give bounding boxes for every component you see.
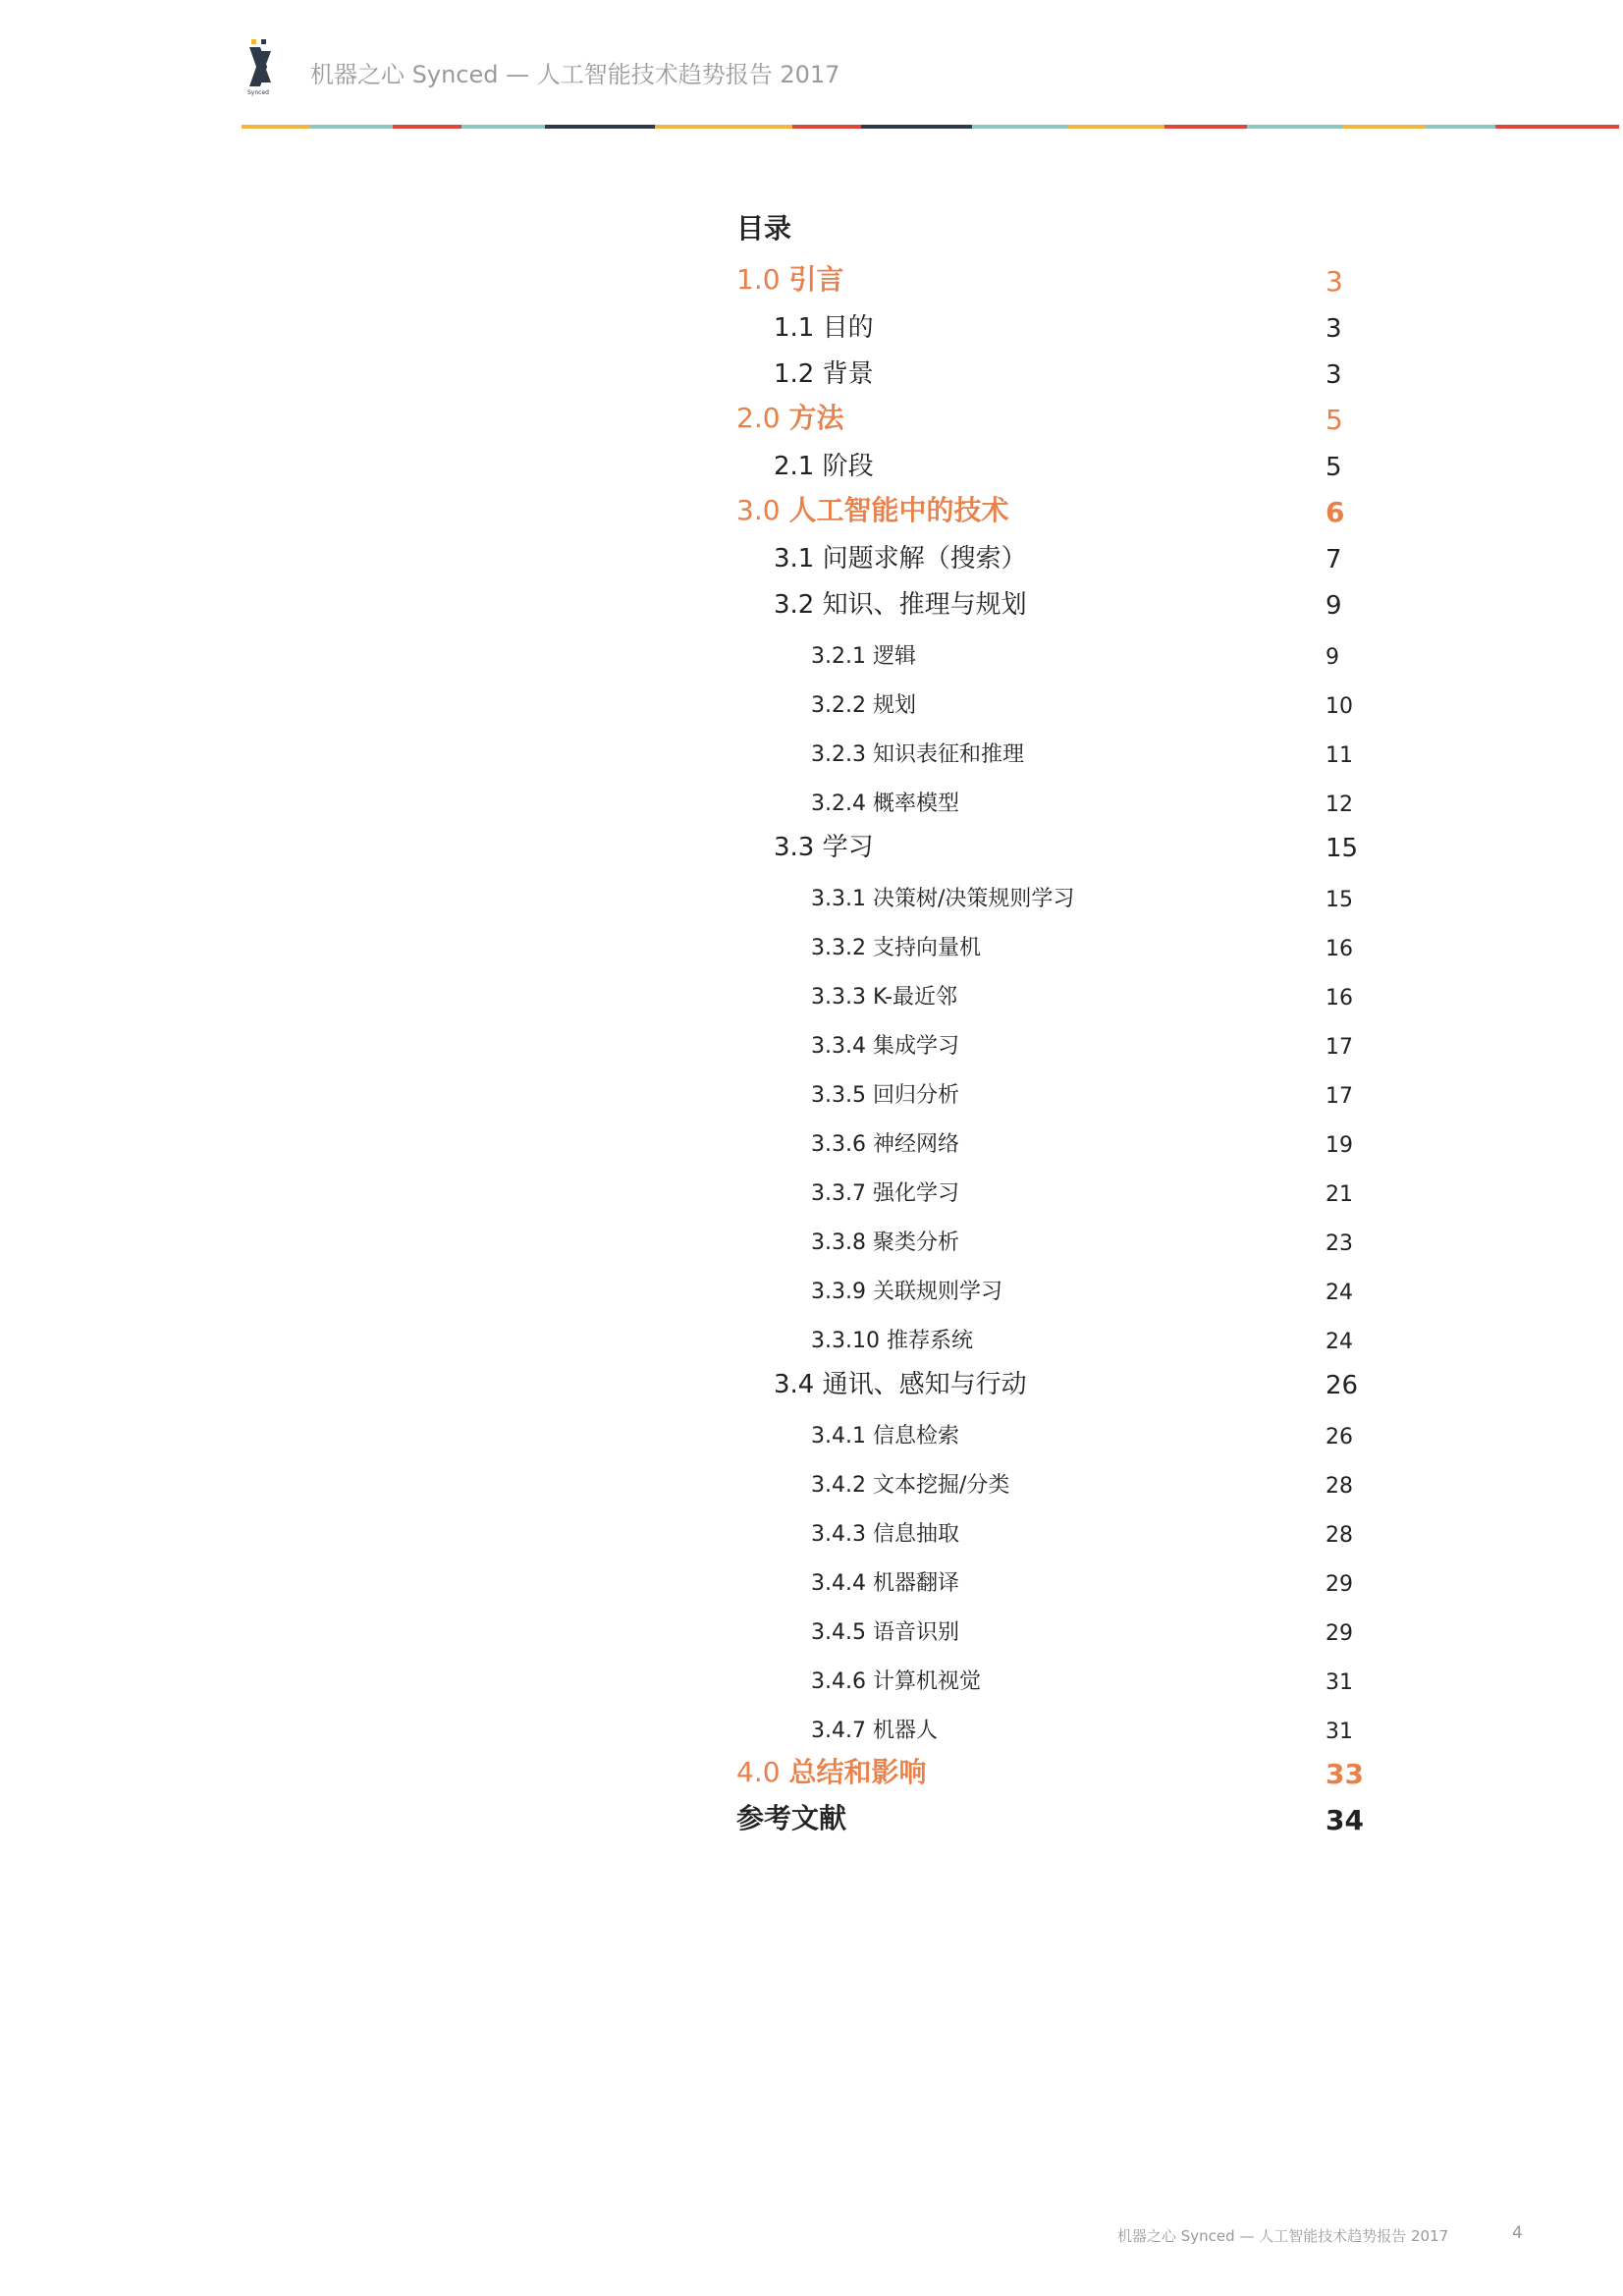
toc-entry-title: 总结和影响 — [788, 1756, 927, 1788]
toc-entry-level-3[interactable] — [736, 1597, 1375, 1646]
toc-entry-level-3[interactable] — [736, 1400, 1375, 1449]
toc-entry-title: 机器翻译 — [872, 1571, 959, 1596]
table-of-contents — [736, 206, 1375, 1836]
toc-entry-level-2[interactable] — [736, 1354, 1375, 1400]
toc-entry-label — [774, 354, 874, 390]
toc-entry-title: 通讯、感知与行动 — [822, 1370, 1027, 1399]
toc-entry-level-3[interactable] — [736, 912, 1375, 961]
toc-entry-label — [811, 1226, 959, 1256]
toc-entry-number: 1.2 — [774, 359, 815, 389]
toc-entry-title: 规划 — [872, 693, 916, 718]
toc-entry-page: 19 — [1325, 1133, 1353, 1158]
toc-entry-page: 31 — [1325, 1670, 1353, 1695]
toc-entry-number: 3.4.7 — [811, 1719, 866, 1743]
toc-entry-title: 知识、推理与规划 — [822, 590, 1027, 620]
toc-entry-page: 33 — [1325, 1758, 1364, 1790]
toc-entry-label — [774, 538, 1027, 574]
toc-entry-number: 3.4.3 — [811, 1522, 866, 1547]
toc-entry-label — [774, 827, 874, 863]
toc-entry-page: 9 — [1325, 591, 1342, 621]
toc-entry-number: 3.3.1 — [811, 887, 866, 911]
toc-entry-number: 3.4.6 — [811, 1669, 866, 1694]
toc-entry-number: 1.0 — [736, 263, 781, 296]
toc-entry-level-1[interactable] — [736, 1744, 1375, 1790]
toc-entry-title: 人工智能中的技术 — [788, 494, 1009, 526]
page-header — [242, 37, 1616, 96]
toc-entry-title: 文本挖掘/分类 — [872, 1473, 1010, 1498]
toc-entry-page: 24 — [1325, 1330, 1353, 1354]
toc-entry-level-3[interactable] — [736, 719, 1375, 768]
toc-entry-level-3[interactable] — [736, 1158, 1375, 1207]
toc-entry-page: 15 — [1325, 834, 1359, 863]
toc-entry-title: 信息检索 — [872, 1424, 959, 1449]
toc-entry-number: 3.2.3 — [811, 742, 866, 767]
toc-entry-level-3[interactable] — [736, 1499, 1375, 1548]
toc-entry-level-3[interactable] — [736, 768, 1375, 817]
toc-entry-label — [736, 397, 843, 436]
logo-text: Synced — [247, 89, 269, 96]
toc-entry-title: 关联规则学习 — [872, 1280, 1002, 1304]
toc-entry-level-2[interactable] — [736, 436, 1375, 482]
toc-entry-number: 4.0 — [736, 1756, 781, 1788]
toc-entry-number: 1.1 — [774, 313, 815, 343]
toc-entry-page: 15 — [1325, 888, 1353, 912]
toc-entry-level-1[interactable] — [736, 1790, 1375, 1836]
header-color-bar — [242, 125, 1619, 129]
toc-entry-title: 神经网络 — [872, 1132, 959, 1157]
toc-entry-page: 16 — [1325, 937, 1353, 961]
toc-entry-label — [811, 787, 959, 817]
toc-entry-page: 17 — [1325, 1084, 1353, 1109]
toc-entry-title: 决策树/决策规则学习 — [872, 887, 1075, 911]
toc-entry-label — [736, 258, 843, 298]
toc-entry-page: 29 — [1325, 1621, 1353, 1646]
color-bar-segment — [655, 125, 792, 129]
toc-entry-title: 目的 — [822, 313, 874, 343]
toc-entry-level-3[interactable] — [736, 1548, 1375, 1597]
toc-entry-label — [811, 1419, 959, 1449]
toc-entry-number: 2.1 — [774, 452, 815, 481]
toc-entry-number: 3.3.6 — [811, 1132, 866, 1157]
toc-entry-level-3[interactable] — [736, 621, 1375, 670]
toc-entry-page: 11 — [1325, 743, 1353, 768]
footer-text: 机器之心 Synced — 人工智能技术趋势报告 2017 — [1117, 2227, 1449, 2245]
toc-entry-label — [811, 1127, 959, 1158]
color-bar-segment — [310, 125, 393, 129]
toc-entry-title: 强化学习 — [872, 1181, 959, 1206]
toc-entry-page: 9 — [1325, 645, 1339, 670]
toc-entry-number: 3.2.2 — [811, 693, 866, 718]
toc-entry-label — [811, 1275, 1002, 1305]
toc-entry-title: 阶段 — [822, 452, 874, 481]
toc-entry-level-3[interactable] — [736, 1207, 1375, 1256]
toc-entry-title: 信息抽取 — [872, 1522, 959, 1547]
toc-entry-label — [774, 446, 874, 482]
toc-entry-number: 3.4 — [774, 1370, 815, 1399]
toc-entry-title: 背景 — [822, 359, 874, 389]
color-bar-segment — [1164, 125, 1247, 129]
toc-entry-page: 24 — [1325, 1281, 1353, 1305]
toc-entry-page: 16 — [1325, 986, 1353, 1011]
color-bar-segment — [242, 125, 310, 129]
toc-entry-number: 3.4.1 — [811, 1424, 866, 1449]
toc-list — [736, 251, 1375, 1836]
color-bar-segment — [1495, 125, 1619, 129]
toc-entry-page: 3 — [1325, 360, 1342, 390]
toc-entry-title: 知识表征和推理 — [872, 742, 1024, 767]
toc-entry-level-3[interactable] — [736, 1646, 1375, 1695]
toc-entry-page: 26 — [1325, 1425, 1353, 1449]
toc-entry-level-3[interactable] — [736, 1695, 1375, 1744]
toc-entry-page: 34 — [1325, 1804, 1364, 1836]
toc-entry-label — [811, 639, 916, 670]
toc-entry-number: 3.2 — [774, 590, 815, 620]
toc-entry-level-3[interactable] — [736, 1109, 1375, 1158]
toc-entry-page: 10 — [1325, 694, 1353, 719]
toc-entry-title: 推荐系统 — [886, 1329, 973, 1353]
toc-entry-title: 聚类分析 — [872, 1230, 959, 1255]
toc-entry-number: 3.3.2 — [811, 936, 866, 960]
toc-entry-label — [811, 1714, 938, 1744]
toc-heading: 目录 — [736, 212, 792, 245]
toc-entry-title: 方法 — [788, 402, 844, 434]
toc-entry-label — [811, 1665, 981, 1695]
toc-entry-level-2[interactable] — [736, 574, 1375, 621]
toc-entry-level-2[interactable] — [736, 817, 1375, 863]
color-bar-segment — [1426, 125, 1494, 129]
toc-entry-page: 29 — [1325, 1572, 1353, 1597]
color-bar-segment — [972, 125, 1068, 129]
toc-entry-page: 28 — [1325, 1523, 1353, 1548]
toc-entry-label — [811, 1615, 959, 1646]
toc-entry-label — [811, 1324, 973, 1354]
toc-entry-page: 23 — [1325, 1231, 1353, 1256]
toc-entry-number: 3.3.7 — [811, 1181, 866, 1206]
toc-entry-page: 26 — [1325, 1371, 1359, 1400]
color-bar-segment — [861, 125, 971, 129]
toc-entry-number: 3.2.4 — [811, 792, 866, 816]
toc-entry-page: 3 — [1325, 265, 1343, 298]
toc-entry-title: 参考文献 — [736, 1802, 847, 1834]
toc-entry-number: 3.1 — [774, 544, 815, 574]
toc-entry-level-2[interactable] — [736, 344, 1375, 390]
toc-entry-label — [811, 1078, 959, 1109]
toc-entry-page: 21 — [1325, 1182, 1353, 1207]
toc-entry-level-3[interactable] — [736, 1449, 1375, 1499]
toc-entry-number: 3.4.5 — [811, 1620, 866, 1645]
color-bar-segment — [393, 125, 461, 129]
toc-entry-level-3[interactable] — [736, 1256, 1375, 1305]
toc-entry-page: 3 — [1325, 314, 1342, 344]
toc-entry-number: 3.3.3 — [811, 985, 866, 1010]
toc-entry-level-3[interactable] — [736, 670, 1375, 719]
toc-entry-level-3[interactable] — [736, 1011, 1375, 1060]
toc-entry-number: 2.0 — [736, 402, 781, 434]
toc-entry-number: 3.3.10 — [811, 1329, 880, 1353]
toc-entry-label — [736, 489, 1008, 528]
toc-entry-label — [774, 1364, 1027, 1400]
color-bar-segment — [1247, 125, 1343, 129]
toc-entry-level-3[interactable] — [736, 961, 1375, 1011]
footer-page-number: 4 — [1512, 2223, 1523, 2243]
toc-entry-label — [811, 688, 916, 719]
toc-entry-page: 6 — [1325, 496, 1345, 528]
toc-entry-page: 5 — [1325, 404, 1343, 436]
toc-entry-label — [774, 584, 1027, 621]
toc-entry-number: 3.3 — [774, 833, 815, 862]
color-bar-segment — [1343, 125, 1426, 129]
toc-entry-label — [811, 1176, 959, 1207]
toc-entry-level-3[interactable] — [736, 1060, 1375, 1109]
toc-entry-title: 语音识别 — [872, 1620, 959, 1645]
toc-entry-title: 机器人 — [872, 1719, 938, 1743]
toc-entry-level-1[interactable] — [736, 390, 1375, 436]
toc-entry-number: 3.3.4 — [811, 1034, 866, 1059]
toc-entry-level-3[interactable] — [736, 1305, 1375, 1354]
toc-entry-title: 问题求解（搜索） — [822, 544, 1027, 574]
toc-entry-page: 7 — [1325, 545, 1342, 574]
synced-logo — [242, 37, 281, 96]
toc-entry-label — [811, 738, 1024, 768]
toc-entry-label — [811, 1468, 1009, 1499]
toc-entry-level-2[interactable] — [736, 298, 1375, 344]
toc-entry-title: 引言 — [788, 263, 844, 296]
toc-entry-title: 回归分析 — [872, 1083, 959, 1108]
toc-entry-number: 3.4.2 — [811, 1473, 866, 1498]
color-bar-segment — [545, 125, 655, 129]
toc-entry-label — [811, 1566, 959, 1597]
toc-entry-title: 集成学习 — [872, 1034, 959, 1059]
toc-entry-number: 3.3.5 — [811, 1083, 866, 1108]
toc-entry-level-3[interactable] — [736, 863, 1375, 912]
toc-entry-label — [736, 1751, 926, 1790]
toc-entry-title: 学习 — [822, 833, 874, 862]
toc-entry-level-2[interactable] — [736, 528, 1375, 574]
toc-entry-page: 17 — [1325, 1035, 1353, 1060]
toc-entry-page: 12 — [1325, 793, 1353, 817]
toc-entry-label — [811, 1029, 959, 1060]
toc-entry-page: 5 — [1325, 453, 1342, 482]
toc-entry-label — [774, 307, 874, 344]
toc-entry-number: 3.2.1 — [811, 644, 866, 669]
toc-entry-title: 支持向量机 — [872, 936, 981, 960]
toc-entry-number: 3.0 — [736, 494, 781, 526]
toc-entry-label — [811, 931, 981, 961]
toc-entry-level-1[interactable] — [736, 482, 1375, 528]
color-bar-segment — [461, 125, 544, 129]
toc-entry-label — [811, 980, 957, 1011]
toc-entry-label — [811, 1517, 959, 1548]
toc-entry-page: 31 — [1325, 1720, 1353, 1744]
toc-entry-number: 3.3.9 — [811, 1280, 866, 1304]
toc-entry-level-1[interactable] — [736, 251, 1375, 298]
toc-entry-label — [736, 1797, 846, 1836]
color-bar-segment — [792, 125, 861, 129]
color-bar-segment — [1068, 125, 1164, 129]
toc-entry-title: 逻辑 — [872, 644, 916, 669]
toc-entry-title: 计算机视觉 — [872, 1669, 981, 1694]
toc-entry-number: 3.3.8 — [811, 1230, 866, 1255]
toc-entry-number: 3.4.4 — [811, 1571, 866, 1596]
toc-entry-page: 28 — [1325, 1474, 1353, 1499]
toc-entry-title: K-最近邻 — [872, 985, 958, 1010]
toc-entry-label — [811, 882, 1074, 912]
toc-entry-title: 概率模型 — [872, 792, 959, 816]
header-title: 机器之心 Synced — 人工智能技术趋势报告 2017 — [310, 61, 840, 88]
